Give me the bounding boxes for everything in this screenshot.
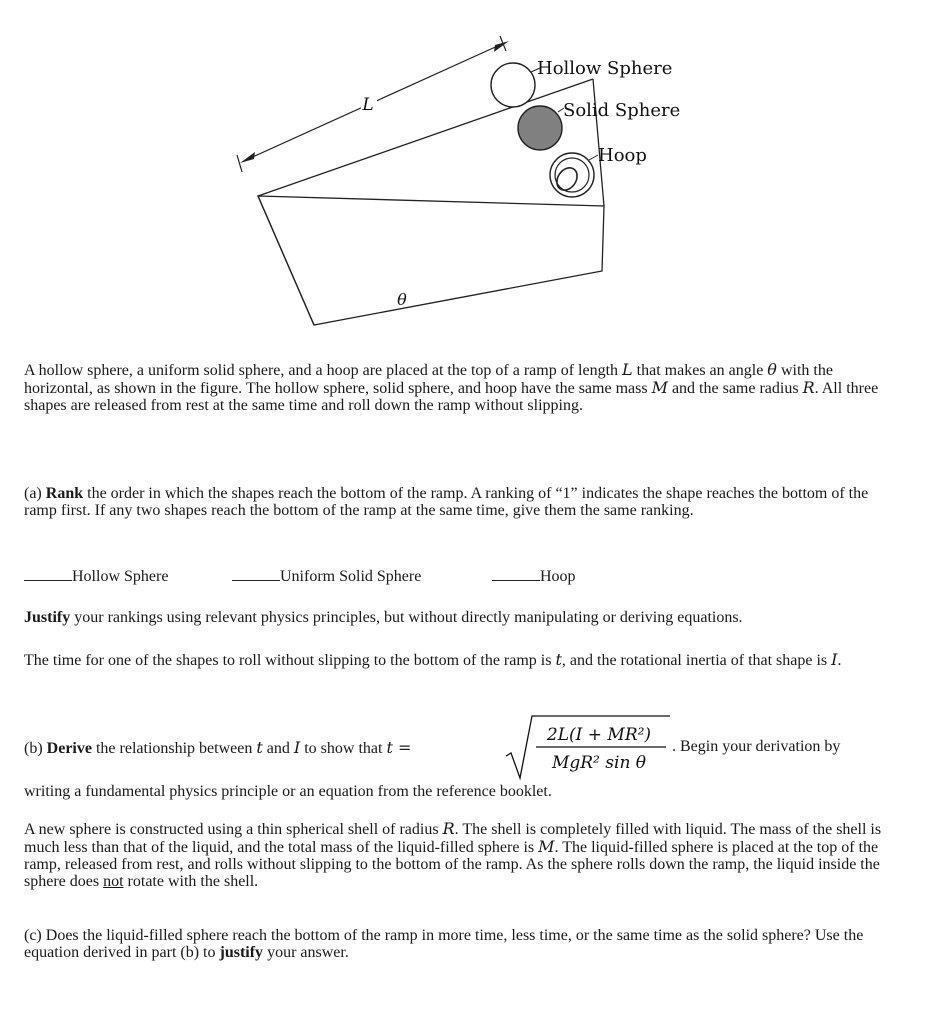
part-a-keyword: Rank xyxy=(45,485,84,502)
time-text: , and the rotational inertia of that shape is xyxy=(561,652,832,669)
rank-hoop[interactable] xyxy=(492,567,576,585)
time-paragraph xyxy=(24,651,894,669)
var-I: I xyxy=(831,650,838,669)
var-M: M xyxy=(651,378,668,397)
rank-solid-sphere[interactable] xyxy=(232,567,421,585)
part-c-keyword: justify xyxy=(219,944,264,961)
new-sphere-text: A new sphere is constructed using a thin spherical shell of radius xyxy=(24,821,443,838)
part-a-text: the order in which the shapes reach the bottom of the ramp. A ranking of “1” indicates the shape reaches the bottom of the ramp first. If any two shapes reach the bottom of the ramp at the same time, give them the same ranking. xyxy=(24,485,869,519)
intro-text: with the horizontal, as shown in the figure. The hollow sphere, solid sphere, and hoop have the same mass xyxy=(24,362,833,397)
ramp xyxy=(258,196,604,325)
angle-label: θ xyxy=(397,290,407,309)
part-b-line2-text: writing a fundamental physics principle or an equation from the reference booklet. xyxy=(24,783,552,800)
part-a-prefix: (a) xyxy=(24,485,46,502)
var-t: t xyxy=(555,650,562,669)
solid-sphere xyxy=(518,106,562,150)
solid-sphere-label: Solid Sphere xyxy=(563,100,681,121)
var-R: R xyxy=(802,378,815,397)
justify-keyword: Justify xyxy=(24,609,71,626)
part-b-text: and xyxy=(262,740,294,757)
hoop-leader xyxy=(589,155,598,160)
hollow-sphere xyxy=(491,63,535,107)
part-b-prefix: (b) xyxy=(24,740,47,757)
part-a-question xyxy=(24,485,894,519)
intro-text: A hollow sphere, a uniform solid sphere, and a hoop are placed at the top of a ramp of length xyxy=(24,362,623,379)
equation-sqrt-fraction xyxy=(502,712,672,782)
var-theta: θ xyxy=(767,360,777,379)
length-label: L xyxy=(362,95,374,115)
equation-lhs: t = xyxy=(386,738,412,757)
ramp-base-edge xyxy=(258,196,314,325)
new-sphere-text: rotate with the shell. xyxy=(123,873,259,890)
length-arrow-head-right xyxy=(494,41,509,52)
var-I: I xyxy=(293,738,301,757)
rank-label: Hoop xyxy=(540,568,576,585)
hoop xyxy=(550,153,594,197)
intro-text: . All three shapes are released from rest at the same time and roll down the ramp without slipping. xyxy=(24,380,879,414)
ramp-figure xyxy=(0,0,930,340)
time-text: The time for one of the shapes to roll without slipping to the bottom of the ramp is xyxy=(24,652,556,669)
part-b-line2 xyxy=(24,783,894,800)
part-c-question xyxy=(24,927,894,961)
var-t: t xyxy=(256,738,263,757)
part-b-question xyxy=(24,712,914,782)
rank-hollow-sphere[interactable] xyxy=(24,567,168,585)
justify-text: your rankings using relevant physics principles, but without directly manipulating or deriving equations. xyxy=(70,609,743,626)
rank-blank[interactable] xyxy=(232,567,280,581)
rank-blank[interactable] xyxy=(492,567,540,581)
rank-blank[interactable] xyxy=(24,567,72,581)
time-text: . xyxy=(837,652,842,669)
new-sphere-text: . The shell is completely filled with liquid. The mass of the shell is much less than that of the liquid, and the total mass of the liquid-filled sphere is xyxy=(24,821,882,856)
length-tick-left xyxy=(237,155,242,172)
part-b-text: the relationship between xyxy=(91,740,257,757)
hollow-sphere-label: Hollow Sphere xyxy=(537,58,673,79)
intro-text: and the same radius xyxy=(667,380,803,397)
intro-text: that makes an angle xyxy=(632,362,768,379)
justify-instruction xyxy=(24,609,894,626)
rank-label: Uniform Solid Sphere xyxy=(280,568,422,585)
equation-denominator: MgR² sin θ xyxy=(551,753,647,773)
new-sphere-text: . The liquid-filled sphere is placed at the top of the ramp, released from rest, and rolls without slipping to the bottom of the ramp. As the sphere rolls down the ramp, the liquid inside the sphere does xyxy=(24,839,880,890)
var-M: M xyxy=(538,837,555,856)
new-sphere-paragraph xyxy=(24,820,894,890)
ramp-right-edge xyxy=(593,79,604,206)
part-b-text: to show that xyxy=(300,740,387,757)
part-b-after: . Begin your derivation by xyxy=(672,738,841,755)
intro-paragraph xyxy=(24,361,894,414)
part-c-end: your answer. xyxy=(263,944,349,961)
part-c-text: (c) Does the liquid-filled sphere reach the bottom of the ramp in more time, less time, or the same time as the solid sphere? Use the equation derived in part (b) to xyxy=(24,927,864,961)
part-b-keyword: Derive xyxy=(46,740,92,757)
length-arrow-head-left xyxy=(240,152,255,163)
var-R: R xyxy=(442,819,455,838)
underlined-not: not xyxy=(103,873,124,890)
hoop-label: Hoop xyxy=(598,145,647,166)
rank-label: Hollow Sphere xyxy=(72,568,169,585)
var-L: L xyxy=(622,360,633,379)
equation-numerator: 2L(I + MR²) xyxy=(546,725,652,745)
part-b-lead xyxy=(24,738,411,758)
